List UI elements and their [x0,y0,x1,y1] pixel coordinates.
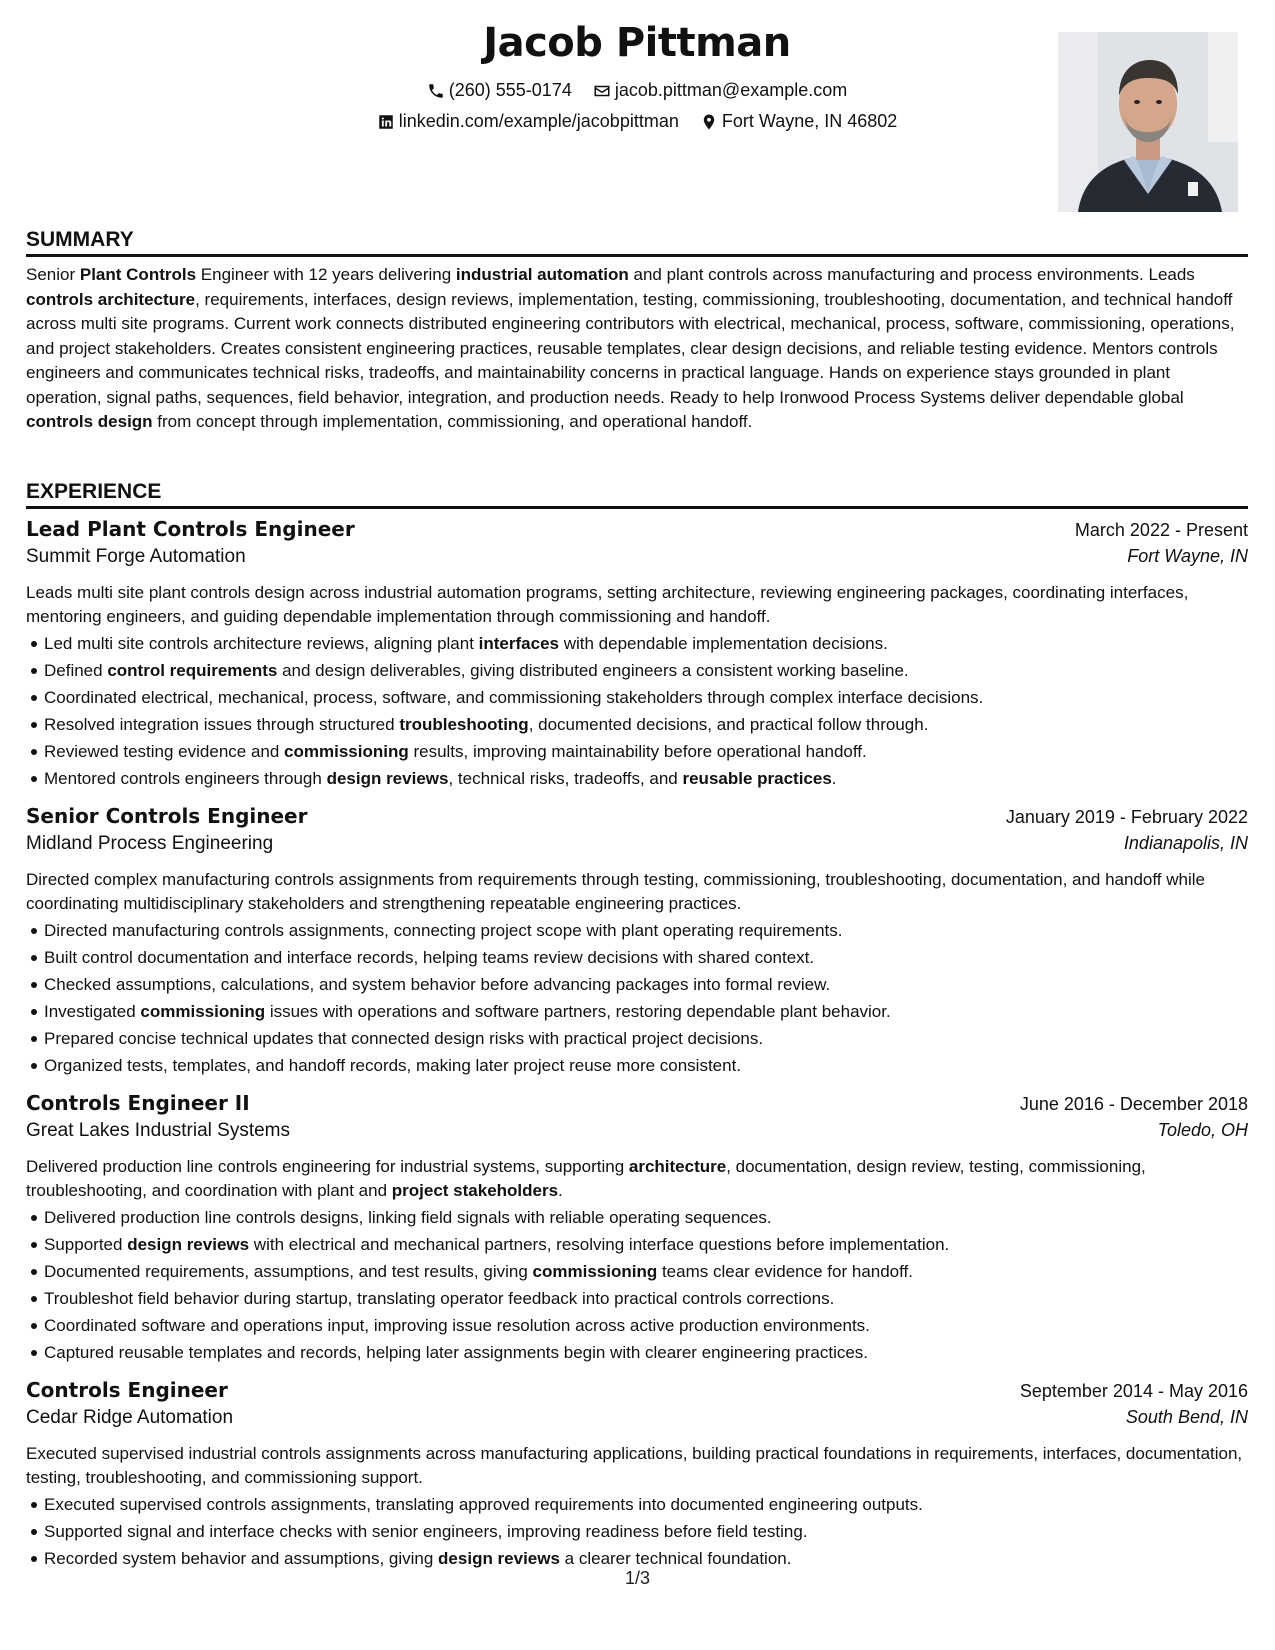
text-run: , documented decisions, and practical follow through. [528,715,929,734]
text-run: and design deliverables, giving distributed engineers a consistent working baseline. [277,661,909,680]
bullet-item [26,1518,1248,1545]
bullet-item [26,1312,1248,1339]
emphasis-text: commissioning [532,1262,658,1281]
emphasis-text: design reviews [127,1235,250,1254]
text-run: Resolved integration issues through structured [44,715,400,734]
bullet-item [26,971,1248,998]
emphasis-text: reusable practices [682,769,832,788]
emphasis-text: project stakeholders [391,1181,559,1200]
text-run: . [558,1181,563,1200]
text-run: , documentation, design review, testing, commissioning, troubleshooting, and coordination with plant and [26,1157,1146,1200]
text-run: from concept through implementation, commissioning, and operational handoff. [152,412,753,431]
text-run: Mentored controls engineers through [44,769,327,788]
job-title: Lead Plant Controls Engineer [26,517,355,541]
emphasis-text: industrial automation [455,265,629,284]
job-dates: March 2022 - Present [1074,520,1248,540]
text-run: a clearer technical foundation. [559,1549,792,1568]
job-location: Fort Wayne, IN [1127,546,1248,566]
envelope-icon [593,82,611,100]
text-run: with dependable implementation decisions. [558,634,888,653]
text-run: Directed complex manufacturing controls assignments from requirements through testing, commissioning, troubleshooting, documentation, and handoff while coordinating multidisciplinary stakeholders and strengthening repeatable engineering practices. [26,870,1205,913]
text-run: Prepared concise technical updates that connected design risks with practical project decisions. [44,1029,764,1048]
experience-heading: EXPERIENCE [26,480,1248,509]
bullet-item [26,1339,1248,1366]
job-location: Toledo, OH [1157,1120,1248,1140]
text-run: Built control documentation and interface records, helping teams review decisions with shared context. [44,948,815,967]
job-company: Great Lakes Industrial Systems [26,1120,290,1141]
job-title: Controls Engineer [26,1378,228,1402]
profile-photo-illustration [1058,32,1238,212]
text-run: Supported [44,1235,128,1254]
text-run: . [831,769,837,788]
text-run: results, improving maintainability before operational handoff. [408,742,867,761]
email-text: jacob.pittman@example.com [614,80,848,100]
job-description [26,1442,1248,1490]
bullet-item [26,1052,1248,1079]
bullet-item [26,1231,1248,1258]
text-run: , requirements, interfaces, design reviews, implementation, testing, commissioning, troubleshooting, documentation, and technical handoff across multi site programs. Current work connects distributed engineering contributors with electrical, mechanical, process, software, commissioning, operations, and project stakeholders. Creates consistent engineering practices, reusable templates, clear design decisions, and reliable testing evidence. Mentors controls engineers and communicates technical risks, tradeoffs, and maintainability concerns in practical language. Hands on experience stays grounded in plant operation, signal paths, sequences, field behavior, integration, and production needs. Ready to help Ironwood Process Systems deliver dependable global [26,289,1235,407]
text-run: Executed supervised industrial controls assignments across manufacturing applications, building practical foundations in requirements, interfaces, documentation, testing, troubleshooting, and commissioning support. [26,1444,1243,1487]
contact-phone[interactable] [427,80,572,101]
bullet-item [26,711,1248,738]
bullet-item [26,998,1248,1025]
summary-paragraph [26,263,1248,435]
resume-header [26,0,1248,218]
emphasis-text: controls architecture [26,289,196,309]
job-location: Indianapolis, IN [1123,833,1248,853]
emphasis-text: design reviews [326,769,449,788]
bullet-item [26,1025,1248,1052]
candidate-name: Jacob Pittman [483,20,791,66]
bullet-item [26,1491,1248,1518]
contact-linkedin[interactable] [377,111,679,132]
emphasis-text: Plant Controls [79,265,197,284]
summary-section [26,228,1248,435]
job-company: Summit Forge Automation [26,546,246,567]
bullet-item [26,917,1248,944]
bullet-item [26,1285,1248,1312]
text-run: Leads multi site plant controls design across industrial automation programs, setting architecture, reviewing engineering packages, coordinating interfaces, mentoring engineers, and guiding dependable implementation through commissioning and handoff. [26,583,1189,626]
contact-location [700,111,897,132]
text-run: Defined [44,661,108,680]
job-entry [26,1376,1248,1572]
page-number: 1/3 [624,1568,651,1588]
text-run: Coordinated software and operations input, improving issue resolution across active production environments. [44,1316,870,1335]
job-entry [26,802,1248,1079]
phone-icon [427,82,445,100]
job-company: Cedar Ridge Automation [26,1407,234,1428]
job-title: Controls Engineer II [26,1091,250,1115]
bullet-item [26,630,1248,657]
linkedin-text: linkedin.com/example/jacobpittman [398,111,679,131]
resume-page [26,0,1248,1650]
emphasis-text: controls design [26,412,153,431]
text-run: Documented requirements, assumptions, and test results, giving [44,1262,533,1281]
bullet-item [26,738,1248,765]
text-run: Delivered production line controls designs, linking field signals with reliable operating sequences. [44,1208,772,1227]
text-run: , technical risks, tradeoffs, and [448,769,683,788]
job-title: Senior Controls Engineer [26,804,308,828]
emphasis-text: control requirements [107,661,278,680]
text-run: Captured reusable templates and records, helping later assignments begin with clearer engineering practices. [44,1343,869,1362]
text-run: Supported signal and interface checks with senior engineers, improving readiness before field testing. [44,1522,808,1541]
text-run: Recorded system behavior and assumptions, giving [44,1549,439,1568]
contact-email[interactable] [593,80,847,101]
text-run: Engineer with 12 years delivering [196,265,456,284]
phone-text: (260) 555-0174 [448,80,572,100]
bullet-item [26,765,1248,792]
text-run: with electrical and mechanical partners, resolving interface questions before implementation. [249,1235,950,1254]
text-run: Senior [26,265,80,284]
text-run: Organized tests, templates, and handoff records, making later project reuse more consistent. [44,1056,742,1075]
profile-photo [1058,32,1238,212]
bullet-item [26,1258,1248,1285]
job-bullets [26,1491,1248,1572]
text-run: Delivered production line controls engineering for industrial systems, supporting [26,1157,629,1176]
map-pin-icon [700,113,718,131]
text-run: Investigated [44,1002,141,1021]
job-entry [26,1089,1248,1366]
text-run: Checked assumptions, calculations, and system behavior before advancing packages into formal review. [44,975,831,994]
job-bullets [26,917,1248,1079]
text-run: Led multi site controls architecture reviews, aligning plant [44,634,479,653]
emphasis-text: commissioning [284,742,409,761]
text-run: issues with operations and software partners, restoring dependable plant behavior. [265,1002,891,1021]
job-bullets [26,630,1248,792]
text-run: Reviewed testing evidence and [44,742,285,761]
job-dates: January 2019 - February 2022 [1005,807,1248,827]
text-run: Coordinated electrical, mechanical, process, software, and commissioning stakeholders through complex interface decisions. [44,688,984,707]
experience-section [26,480,1248,1582]
text-run: Directed manufacturing controls assignments, connecting project scope with plant operating requirements. [44,921,843,940]
location-text: Fort Wayne, IN 46802 [721,111,898,131]
job-description [26,1155,1248,1203]
emphasis-text: troubleshooting [399,715,529,734]
bullet-item [26,657,1248,684]
job-company: Midland Process Engineering [26,833,274,854]
emphasis-text: architecture [628,1157,727,1176]
job-dates: June 2016 - December 2018 [1019,1094,1248,1114]
job-location: South Bend, IN [1125,1407,1248,1427]
text-run: Troubleshot field behavior during startup, translating operator feedback into practical controls corrections. [44,1289,835,1308]
emphasis-text: interfaces [478,634,559,653]
summary-heading: SUMMARY [26,228,1248,257]
job-entry [26,515,1248,792]
job-dates: September 2014 - May 2016 [1019,1381,1248,1401]
bullet-item [26,684,1248,711]
emphasis-text: commissioning [140,1002,266,1021]
text-run: and plant controls across manufacturing and process environments. Leads [628,265,1195,284]
job-description [26,868,1248,916]
bullet-item [26,944,1248,971]
linkedin-icon [377,113,395,131]
bullet-item [26,1204,1248,1231]
job-description [26,581,1248,629]
emphasis-text: design reviews [438,1549,560,1568]
text-run: Executed supervised controls assignments, translating approved requirements into documented engineering outputs. [44,1495,923,1514]
text-run: teams clear evidence for handoff. [657,1262,913,1281]
job-bullets [26,1204,1248,1366]
